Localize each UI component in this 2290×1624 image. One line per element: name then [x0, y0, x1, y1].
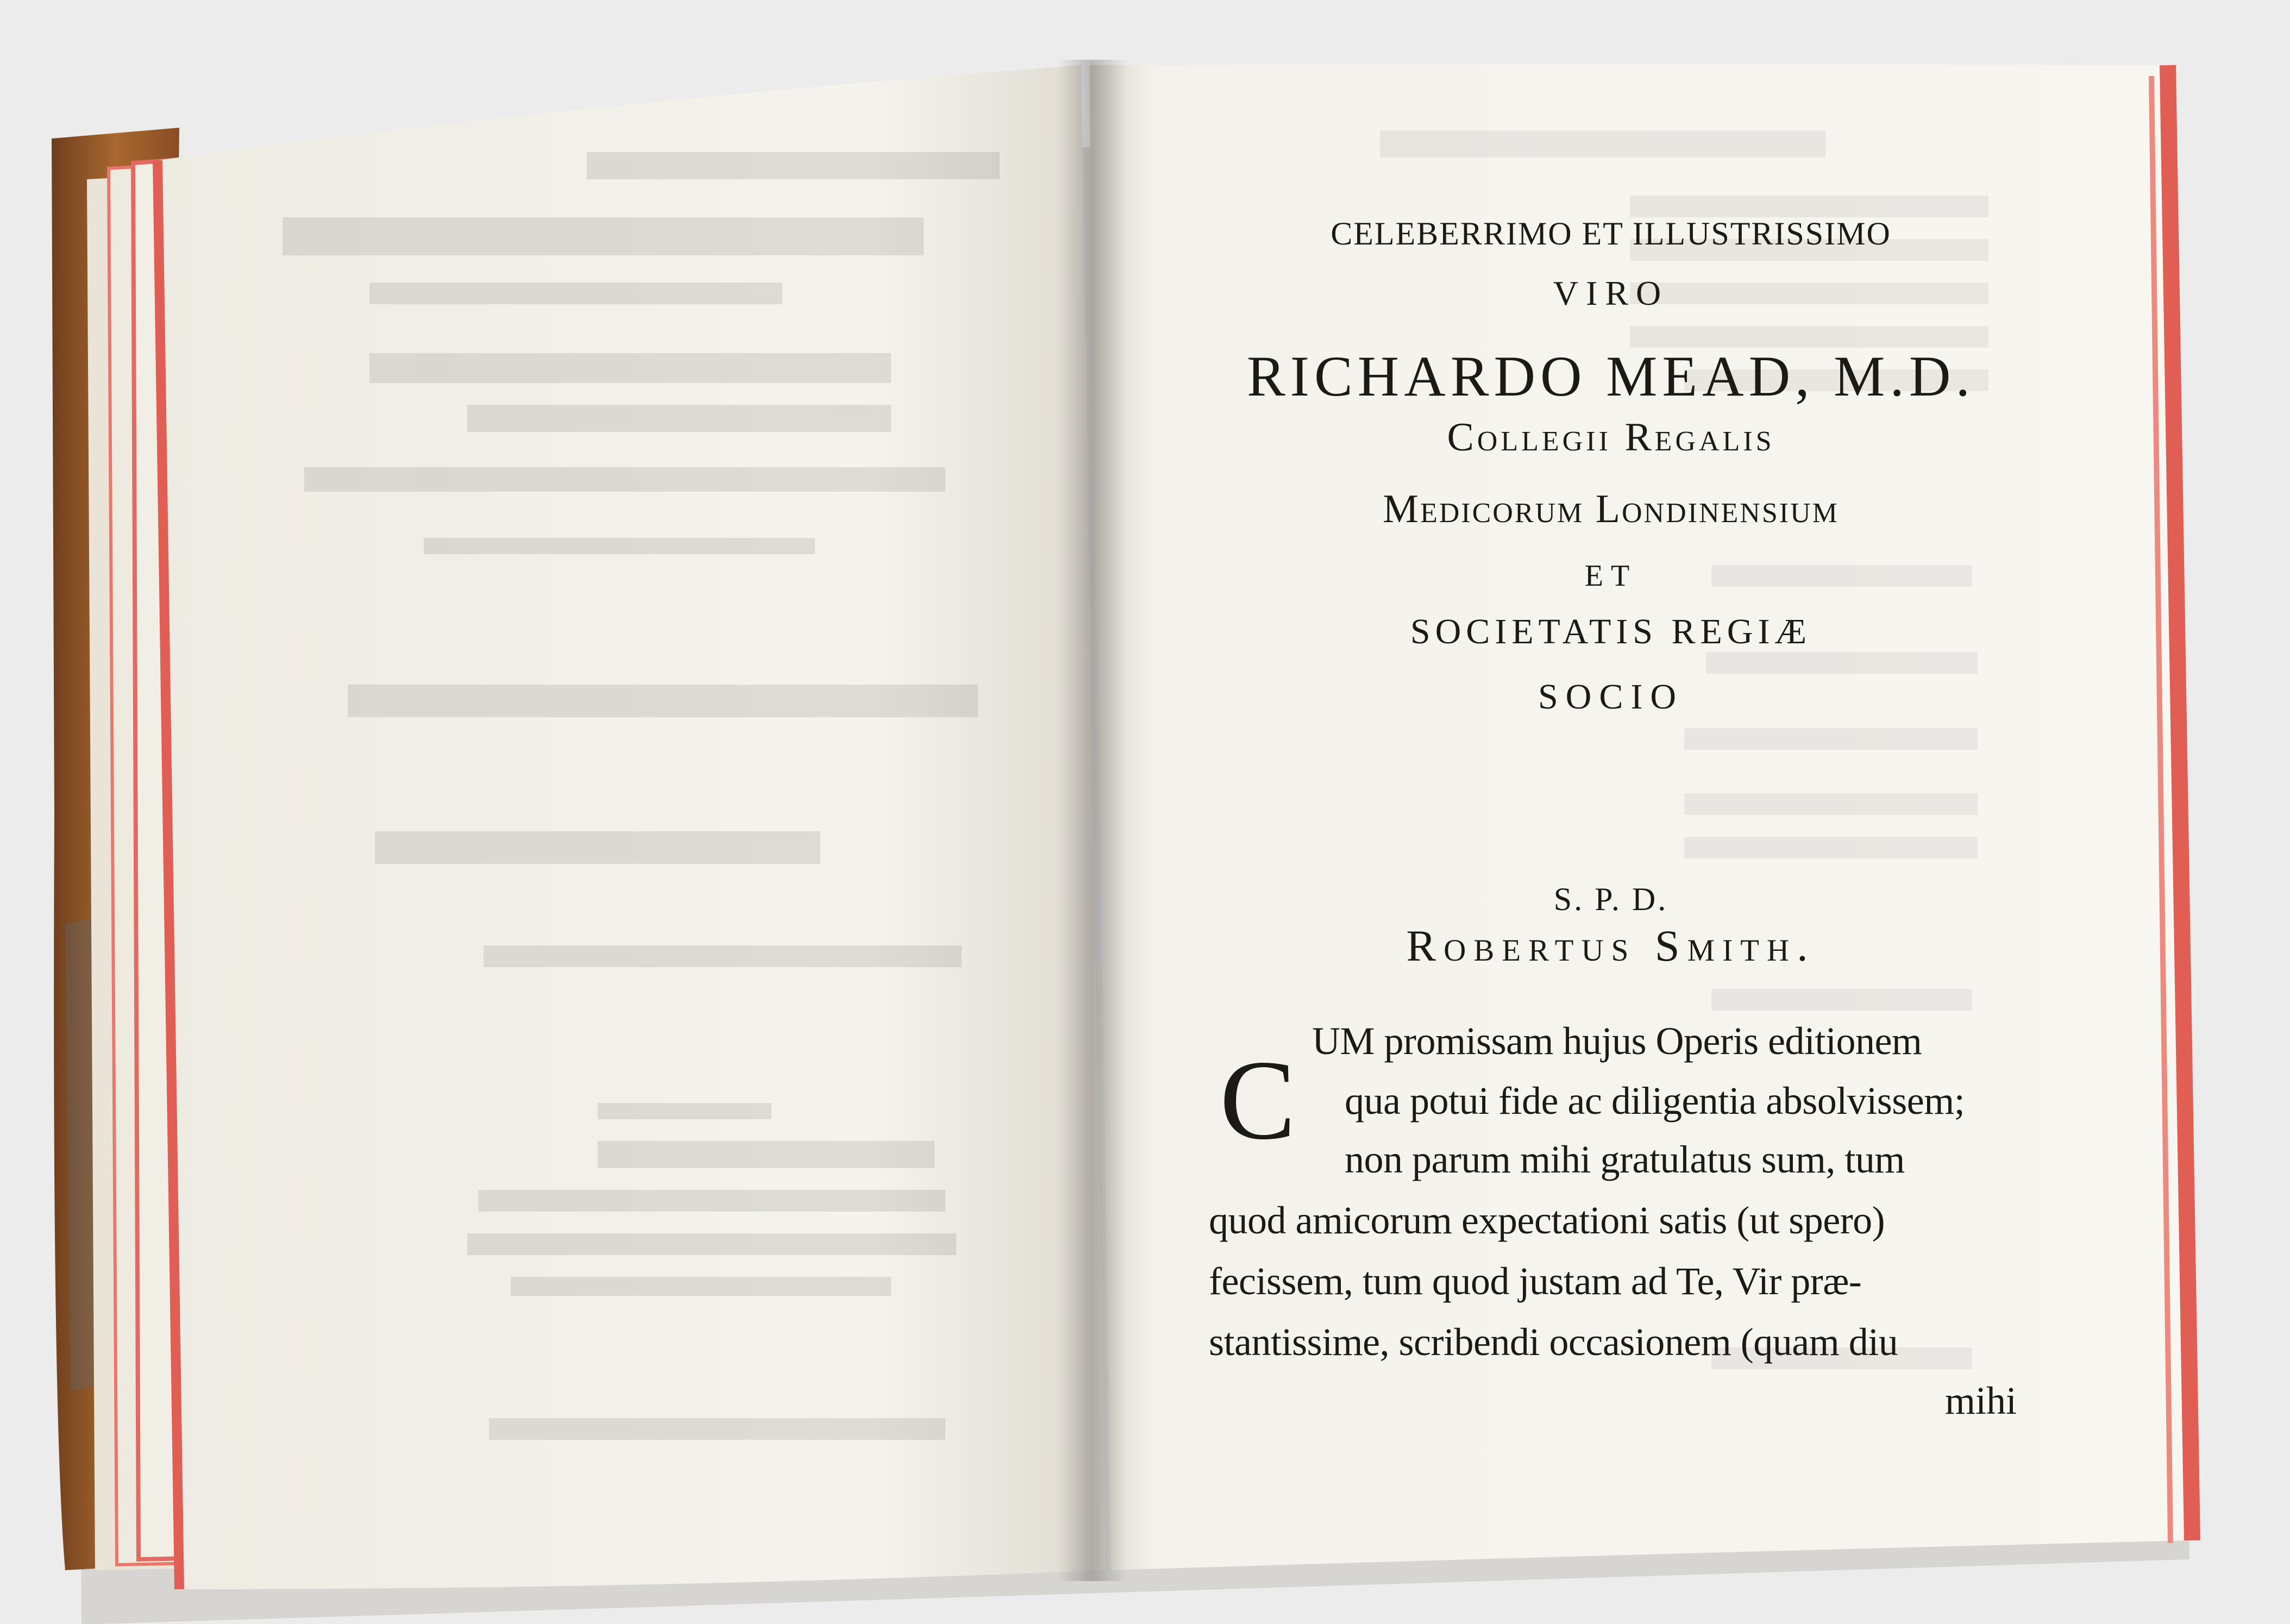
dedication-line-societatis: SOCIETATIS REGIÆ: [1410, 612, 1812, 651]
dedication-line-richardo: RICHARDO MEAD, M.D.: [1246, 344, 1975, 408]
body-text-line: UM promissam hujus Operis editionem: [1312, 1019, 1922, 1063]
dedication-line-collegii: Collegii Regalis: [1447, 415, 1775, 460]
drop-cap-letter: C: [1220, 1037, 1296, 1163]
dedication-line-medicorum: Medicorum Londinensium: [1383, 487, 1839, 531]
dedication-line-robertus: Robertus Smith.: [1406, 921, 1816, 970]
dedication-line-et: ET: [1584, 559, 1637, 593]
dedication-line-celeberrimo: CELEBERRIMO ET ILLUSTRISSIMO: [1331, 216, 1891, 252]
body-text-line: non parum mihi gratulatus sum, tum: [1345, 1138, 1905, 1181]
body-text-line: qua potui fide ac diligentia absolvissem;: [1345, 1079, 1965, 1123]
body-text-line: quod amicorum expectationi satis (ut spero): [1209, 1199, 1885, 1242]
dedication-line-socio: SOCIO: [1538, 677, 1684, 717]
gutter-shadow: [1057, 60, 1127, 1581]
body-text-line: fecissem, tum quod justam ad Te, Vir præ-: [1209, 1259, 1862, 1303]
right-page-text: [1144, 0, 2078, 1624]
dedication-line-viro: VIRO: [1553, 274, 1669, 312]
body-text-catchword: mihi: [1945, 1379, 2017, 1422]
dedication-line-spd: S. P. D.: [1553, 881, 1668, 917]
body-text-line: stantissime, scribendi occasionem (quam diu: [1209, 1320, 1898, 1364]
